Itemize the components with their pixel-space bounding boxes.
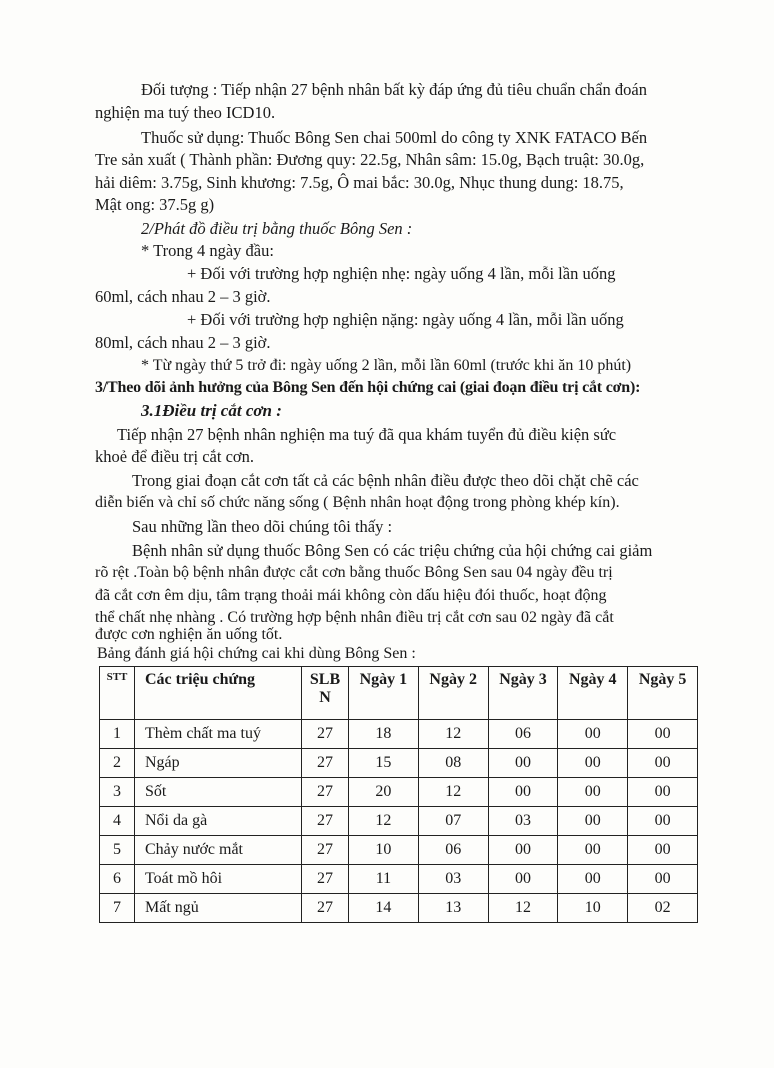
cell-day-4: 00 (558, 720, 628, 749)
heading-phac-do: 2/Phát đồ điều trị bằng thuốc Bông Sen : (141, 219, 413, 238)
cell-day-4: 00 (558, 836, 628, 865)
giai-doan-line-2: diễn biến và chỉ số chức năng sống ( Bệnh nhân hoạt động trong phòng khép kín). (95, 494, 620, 511)
table-row (100, 894, 698, 923)
benh-nhan-line-4: thể chất nhẹ nhàng . Có trường hợp bệnh nhân điều trị cắt cơn sau 02 ngày đã cắt (95, 609, 614, 626)
benh-nhan-line-5: được cơn nghiện ăn uống tốt. (95, 626, 283, 643)
cell-day-2: 12 (418, 720, 488, 749)
header-day-1: Ngày 1 (349, 667, 419, 720)
cell-stt: 5 (100, 836, 135, 865)
thuoc-line-2: Tre sản xuất ( Thành phần: Đương quy: 22.5g, Nhân sâm: 15.0g, Bạch truật: 30.0g, (95, 150, 645, 169)
nang-line-1: + Đối với trường hợp nghiện nặng: ngày uống 4 lần, mỗi lần uống (187, 310, 624, 329)
day5-line: * Từ ngày thứ 5 trở đi: ngày uống 2 lần, mỗi lần 60ml (trước khi ăn 10 phút) (141, 357, 632, 374)
cell-slbn: 27 (302, 894, 349, 923)
cell-symptom: Sốt (135, 778, 302, 807)
cell-day-4: 00 (558, 749, 628, 778)
benh-nhan-line-2: rõ rệt .Toàn bộ bệnh nhân được cắt cơn bằng thuốc Bông Sen sau 04 ngày đều trị (95, 564, 613, 581)
cell-day-3: 12 (488, 894, 558, 923)
cell-slbn: 27 (302, 836, 349, 865)
cell-stt: 2 (100, 749, 135, 778)
cell-day-2: 08 (418, 749, 488, 778)
doi-tuong-line-1: Đối tượng : Tiếp nhận 27 bệnh nhân bất kỳ đáp ứng đủ tiêu chuẩn chẩn đoán (141, 80, 647, 99)
cell-day-4: 10 (558, 894, 628, 923)
cell-day-2: 03 (418, 865, 488, 894)
table-row (100, 807, 698, 836)
cell-symptom: Chảy nước mắt (135, 836, 302, 865)
header-day-4: Ngày 4 (558, 667, 628, 720)
cell-day-1: 10 (349, 836, 419, 865)
cell-stt: 3 (100, 778, 135, 807)
header-slbn: SLB N (302, 667, 349, 720)
cell-symptom: Thèm chất ma tuý (135, 720, 302, 749)
cell-stt: 4 (100, 807, 135, 836)
cell-day-3: 03 (488, 807, 558, 836)
cell-day-4: 00 (558, 807, 628, 836)
table-body (100, 720, 698, 923)
header-symptom: Các triệu chứng (135, 667, 302, 720)
cell-symptom: Toát mồ hôi (135, 865, 302, 894)
cell-day-1: 12 (349, 807, 419, 836)
nang-line-2: 80ml, cách nhau 2 – 3 giờ. (95, 333, 271, 352)
nhe-line-2: 60ml, cách nhau 2 – 3 giờ. (95, 287, 271, 306)
cell-symptom: Ngáp (135, 749, 302, 778)
cell-day-4: 00 (558, 778, 628, 807)
heading-theo-doi: 3/Theo dõi ảnh hưởng của Bông Sen đến hội chứng cai (giai đoạn điều trị cắt cơn): (95, 379, 641, 396)
cell-day-1: 14 (349, 894, 419, 923)
cell-slbn: 27 (302, 778, 349, 807)
cell-day-4: 00 (558, 865, 628, 894)
cell-day-2: 12 (418, 778, 488, 807)
table-header-row (100, 667, 698, 720)
thuoc-line-4: Mật ong: 37.5g g) (95, 195, 215, 214)
cell-symptom: Mất ngủ (135, 894, 302, 923)
tiep-nhan-line-2: khoẻ để điều trị cắt cơn. (95, 447, 254, 466)
cell-day-5: 00 (628, 836, 698, 865)
table-row (100, 778, 698, 807)
cell-day-2: 13 (418, 894, 488, 923)
four-days-line: * Trong 4 ngày đầu: (141, 241, 274, 260)
cell-day-5: 00 (628, 778, 698, 807)
benh-nhan-line-3: đã cắt cơn êm dịu, tâm trạng thoải mái không còn dấu hiệu đói thuốc, hoạt động (95, 587, 607, 604)
cell-day-5: 02 (628, 894, 698, 923)
header-day-2: Ngày 2 (418, 667, 488, 720)
cell-day-1: 18 (349, 720, 419, 749)
heading-3-1: 3.1Điều trị cắt cơn : (141, 401, 282, 420)
sau-nhung-line: Sau những lần theo dõi chúng tôi thấy : (132, 517, 393, 536)
header-day-3: Ngày 3 (488, 667, 558, 720)
cell-day-5: 00 (628, 807, 698, 836)
giai-doan-line-1: Trong giai đoạn cắt cơn tất cả các bệnh nhân điều được theo dõi chặt chẽ các (132, 471, 639, 490)
thuoc-line-1: Thuốc sử dụng: Thuốc Bông Sen chai 500ml do công ty XNK FATACO Bến (141, 128, 648, 147)
cell-day-3: 00 (488, 836, 558, 865)
tiep-nhan-line-1: Tiếp nhận 27 bệnh nhân nghiện ma tuý đã qua khám tuyển đủ điều kiện sức (117, 425, 617, 444)
cell-day-1: 11 (349, 865, 419, 894)
symptom-table (99, 666, 698, 923)
cell-day-5: 00 (628, 749, 698, 778)
cell-day-3: 00 (488, 865, 558, 894)
cell-slbn: 27 (302, 865, 349, 894)
thuoc-line-3: hải diêm: 3.75g, Sinh khương: 7.5g, Ô mai bắc: 30.0g, Nhục thung dung: 18.75, (95, 173, 624, 192)
header-day-5: Ngày 5 (628, 667, 698, 720)
doi-tuong-line-2: nghiện ma tuý theo ICD10. (95, 103, 276, 122)
cell-symptom: Nổi da gà (135, 807, 302, 836)
benh-nhan-line-1: Bệnh nhân sử dụng thuốc Bông Sen có các triệu chứng của hội chứng cai giảm (132, 541, 653, 560)
cell-day-2: 07 (418, 807, 488, 836)
cell-day-3: 00 (488, 778, 558, 807)
cell-day-5: 00 (628, 865, 698, 894)
cell-stt: 1 (100, 720, 135, 749)
table-row (100, 749, 698, 778)
table-row (100, 720, 698, 749)
cell-stt: 6 (100, 865, 135, 894)
table-row (100, 865, 698, 894)
cell-day-3: 00 (488, 749, 558, 778)
cell-stt: 7 (100, 894, 135, 923)
cell-slbn: 27 (302, 720, 349, 749)
cell-day-3: 06 (488, 720, 558, 749)
cell-day-1: 20 (349, 778, 419, 807)
table-row (100, 836, 698, 865)
header-stt: STT (100, 667, 135, 720)
nhe-line-1: + Đối với trường hợp nghiện nhẹ: ngày uống 4 lần, mỗi lần uống (187, 264, 616, 283)
cell-day-5: 00 (628, 720, 698, 749)
cell-slbn: 27 (302, 807, 349, 836)
table-caption: Bảng đánh giá hội chứng cai khi dùng Bông Sen : (97, 645, 416, 662)
cell-day-2: 06 (418, 836, 488, 865)
cell-slbn: 27 (302, 749, 349, 778)
cell-day-1: 15 (349, 749, 419, 778)
